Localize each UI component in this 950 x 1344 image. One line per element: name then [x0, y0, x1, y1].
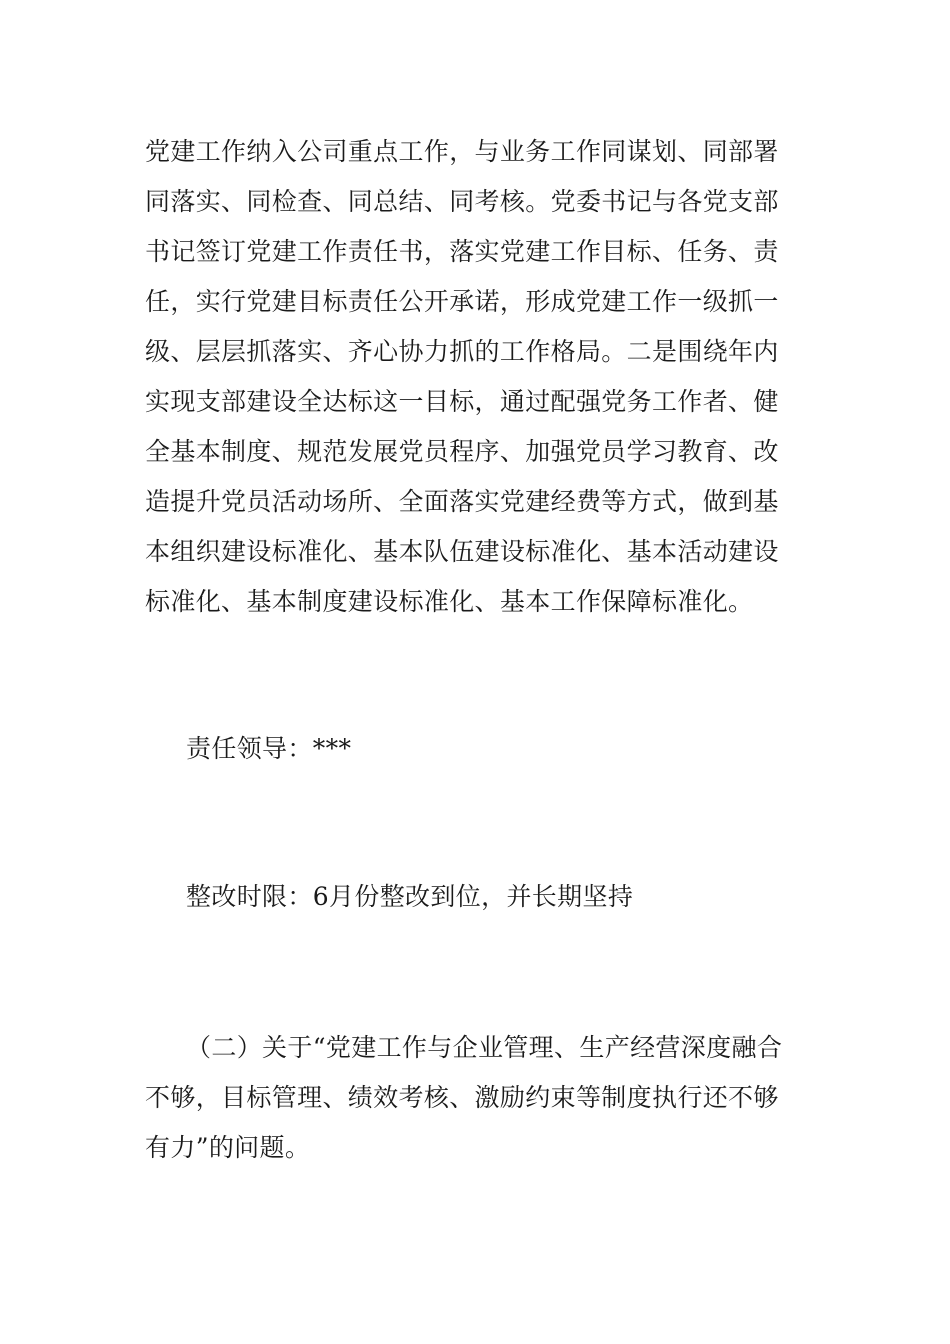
rectification-deadline: 整改时限：6月份整改到位，并长期坚持: [186, 882, 634, 911]
section-line: 有力”的问题。: [145, 1133, 311, 1162]
paragraph-line: 党建工作纳入公司重点工作，与业务工作同谋划、同部署: [145, 137, 779, 166]
paragraph-line: 级、层层抓落实、齐心协力抓的工作格局。二是围绕年内: [145, 337, 779, 366]
paragraph-line: 同落实、同检查、同总结、同考核。党委书记与各党支部: [145, 187, 779, 216]
section-line: 不够，目标管理、绩效考核、激励约束等制度执行还不够: [145, 1083, 779, 1112]
paragraph-line: 任，实行党建目标责任公开承诺，形成党建工作一级抓一: [145, 287, 779, 316]
paragraph-line: 书记签订党建工作责任书，落实党建工作目标、任务、责: [145, 237, 779, 266]
paragraph-line: 全基本制度、规范发展党员程序、加强党员学习教育、改: [145, 437, 779, 466]
paragraph-line: 标准化、基本制度建设标准化、基本工作保障标准化。: [145, 587, 754, 616]
section-line: （二）关于“党建工作与企业管理、生产经营深度融合: [186, 1033, 783, 1062]
paragraph-line: 本组织建设标准化、基本队伍建设标准化、基本活动建设: [145, 537, 779, 566]
paragraph-line: 造提升党员活动场所、全面落实党建经费等方式，做到基: [145, 487, 779, 516]
responsible-leader: 责任领导：***: [186, 734, 352, 763]
paragraph-line: 实现支部建设全达标这一目标，通过配强党务工作者、健: [145, 387, 779, 416]
